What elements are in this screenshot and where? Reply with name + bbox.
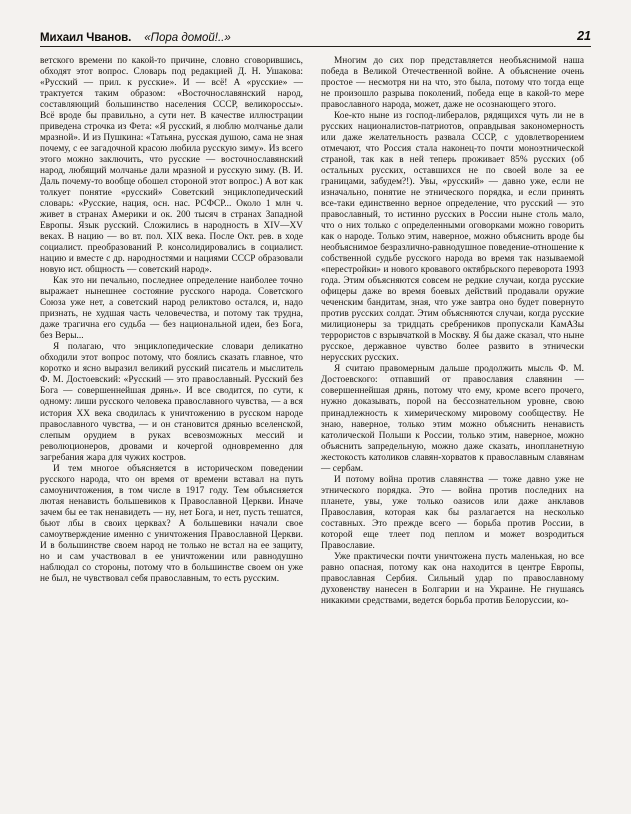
paragraph: Уже практически почти уничтожена пусть маленькая, но все равно опасная, потому как она находится в центре Европы, православная Сербия. Сильный удар по православному духовенству нанесен в Болгарии и на Украине. Не гнушаясь никакими средствами, ведется борьба против Белоруссии, ко- [321, 551, 584, 606]
column-right [321, 56, 584, 607]
running-head-author: Михаил Чванов. [40, 32, 132, 44]
body-columns [40, 56, 591, 607]
paragraph: И тем многое объясняется в историческом поведении русского народа, что он время от времени вставал на путь самоуничтожения, в том числе в 1917 году. Тем объясняется лютая ненависть большевиков к Православной Церкви. Иначе зачем бы ее так ненавидеть — ну, нет Бога, и нет, пусть тешатся, бьют лбы в своих церквах? А большевики начали свое самоутверждение именно с уничтожения Православной Церкви. И в большинстве своем народ не только не встал на ее защиту, но и сам участвовал в ее уничтожении или равнодушно наблюдал со стороны, потому что в большинстве своем он уже не был, не чувствовал себя православным, то есть русским. [40, 463, 303, 584]
paragraph: Кое-кто ныне из господ-либералов, рядящихся чуть ли не в русских националистов-патриотов, оправдывая закономерность или даже желательность развала СССР, с удовлетворением отмечают, что Россия стала наконец-то почти моноэтнической страной, так как в ней теперь проживает 85% русских (об остальных русских, оставшихся не по своей воле за ее границами, забудем?!). Увы, «русский» — давно уже, если не изначально, понятие не этнического порядка, и если принять все-таки единственно верное определение, что русский — это православный, то истинно русских в России ныне столь мало, что о них только с определенными оговорками можно говорить как о народе. Только этим, наверное, можно объяснить вроде бы необъяснимое безразлично-равнодушное поведение-отношение к собственной судьбе русского народа во время так называемой «перестройки» и нового кровавого октябрьского переворота 1993 года. Этим объясняются совсем не редкие случаи, когда русские офицеры даже во время боевых действий продавали оружие чеченским бандитам, зная, что уже завтра оно будет повернуто против русских солдат. Этим объясняются случаи, когда русские милиционеры за тридцать сребреников пропускали КамАЗы террористов с взрывчаткой в Москву. Я бы даже сказал, что ныне русское, державное чувство более развито в этнически нерусских русских. [321, 111, 584, 364]
paragraph: Многим до сих пор представляется необъяснимой наша победа в Великой Отечественной войне. А объяснение очень простое — несмотря ни на что, это была, потому что тогда еще не произошло разрыва поколений, победа еще в какой-то мере православного народа, может, даже не осознающего этого. [321, 56, 584, 111]
paragraph: ветского времени по какой-то причине, словно сговорившись, обходят этот вопрос. Словарь под редакцией Д. Н. Ушакова: «Русский — прил. к русские». И — всё! А «русские» — трактуется таким образом: «Восточнославянский народ, составляющий большинство населения СССР, великороссы». Всё вроде бы правильно, а сути нет. В качестве иллюстрации приведена строчка из Фета: «Я русский, я люблю молчанье дали мразной». И из Пушкина: «Татьяна, русская душою, сама не зная почему, с ее загадочной красою любила русскую зиму». Из всего этого можно заключить, что русские — восточнославянский народ, любящий молчанье дали мразной и русскую зиму. (В. И. Даль почему-то вообще обошел стороной этот вопрос.) А вот как толкует понятие «русский» Советский энциклопедический словарь: «Русские, нация, осн. нас. РСФСР... Около 1 млн ч. живет в странах Америки и ок. 200 тысяч в странах Западной Европы. Язык русский. Сложились в народность в XIV—XV веках. В нацию — во вт. пол. XIX века. После Окт. рев. в ходе социалист. преобразований Р. консолидировались в социалист. нацию и вместе с др. народностями и нациями СССР образовали новую ист. общность — советский народ». [40, 56, 303, 276]
paragraph: Я считаю правомерным дальше продолжить мысль Ф. М. Достоевского: отпавший от православия славянин — совершеннейшая дрянь, потому что ему, кроме всего прочего, нужно доказывать, порой на бессознательном уровне, свою принадлежность к химерическому мировому сообществу. Не знаю, наверное, только этим можно объяснить ненависть католической Польши к России, только этим, наверное, можно объяснить запредельную, можно даже сказать, инопланетную жестокость католиков славян-хорватов к православным славянам — сербам. [321, 364, 584, 474]
column-left [40, 56, 303, 607]
paragraph: Как это ни печально, последнее определение наиболее точно выражает нынешнее состояние русского народа. Советского Союза уже нет, а советский народ реликтово остался, и, надо признать, не худшая часть человечества, и потому так трудна, даже трагична его судьба — без национальной идеи, без Бога, без Веры... [40, 276, 303, 342]
running-head [40, 14, 591, 47]
paragraph: Я полагаю, что энциклопедические словари деликатно обходили этот вопрос потому, что боялись сказать главное, что коротко и ясно выразил великий русский писатель и мыслитель Ф. М. Достоевский: «Русский — это православный. Русский без Бога — совершеннейшая дрянь». И все сводится, по сути, к одному: лиши русского человека православного чувства, — а вся история XX века сводилась к уничтожению в русском народе православного чувства, — и он становится дрянью вселенской, слепым орудием в руках всевозможных мессий и революционеров, дровами и кочергой одновременно для загребания жара для чужих костров. [40, 342, 303, 463]
running-head-work-title: «Пора домой!..» [144, 32, 231, 44]
paragraph: И потому война против славянства — тоже давно уже не этнического порядка. Это — война против последних на планете, увы, уже только оазисов или даже анклавов Православия, которая как бы разлагается на несколько составных. Это прежде всего — борьба против России, в которой еще тлеет под пеплом и может возродиться Православие. [321, 474, 584, 551]
page-number: 21 [577, 29, 591, 43]
document-page [0, 14, 631, 814]
running-head-left [40, 32, 231, 44]
